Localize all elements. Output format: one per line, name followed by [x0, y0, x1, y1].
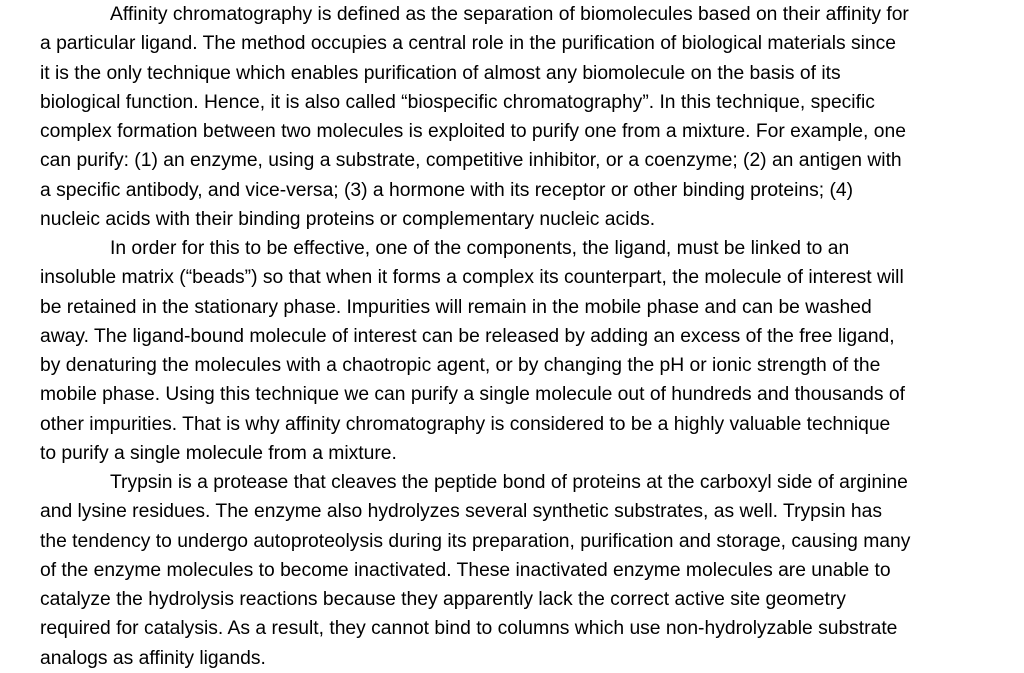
paragraph-trypsin	[40, 468, 1015, 673]
paragraph-ligand-matrix	[40, 234, 1015, 468]
paragraph-line: it is the only technique which enables purification of almost any biomolecule on the basis of its	[40, 62, 841, 84]
paragraph-line: Affinity chromatography is defined as the separation of biomolecules based on their affinity for	[110, 4, 909, 25]
paragraph-line: analogs as affinity ligands.	[40, 647, 266, 669]
paragraph-line: In order for this to be effective, one of the components, the ligand, must be linked to an	[110, 238, 850, 259]
paragraph-line: of the enzyme molecules to become inactivated. These inactivated enzyme molecules are unable to	[40, 559, 891, 581]
paragraph-line: insoluble matrix (“beads”) so that when it forms a complex its counterpart, the molecule of interest will	[40, 267, 904, 289]
paragraph-line: nucleic acids with their binding proteins or complementary nucleic acids.	[40, 208, 656, 230]
paragraph-line: biological function. Hence, it is also called “biospecific chromatography”. In this technique, specific	[40, 91, 875, 113]
paragraph-line: can purify: (1) an enzyme, using a substrate, competitive inhibitor, or a coenzyme; (2) an antigen with	[40, 150, 902, 172]
paragraph-line: other impurities. That is why affinity chromatography is considered to be a highly valuable technique	[40, 413, 891, 435]
paragraph-line: catalyze the hydrolysis reactions because they apparently lack the correct active site geometry	[40, 589, 846, 610]
paragraph-affinity-definition	[40, 0, 1015, 234]
paragraph-line: be retained in the stationary phase. Impurities will remain in the mobile phase and can be washed	[40, 296, 872, 318]
paragraph-line: a particular ligand. The method occupies a central role in the purification of biological materials since	[40, 33, 896, 55]
paragraph-line: Trypsin is a protease that cleaves the peptide bond of proteins at the carboxyl side of arginine	[110, 472, 908, 493]
paragraph-line: required for catalysis. As a result, they cannot bind to columns which use non-hydrolyzable substrate	[40, 618, 898, 640]
paragraph-line: the tendency to undergo autoproteolysis during its preparation, purification and storage, causing many	[40, 530, 911, 552]
paragraph-line: mobile phase. Using this technique we can purify a single molecule out of hundreds and thousands of	[40, 384, 905, 406]
paragraph-line: by denaturing the molecules with a chaotropic agent, or by changing the pH or ionic strength of the	[40, 355, 881, 376]
paragraph-line: a specific antibody, and vice-versa; (3) a hormone with its receptor or other binding proteins; (4)	[40, 179, 854, 201]
document-body	[40, 0, 1015, 673]
paragraph-line: to purify a single molecule from a mixture.	[40, 442, 397, 464]
paragraph-line: complex formation between two molecules is exploited to purify one from a mixture. For example, one	[40, 121, 906, 142]
paragraph-line: and lysine residues. The enzyme also hydrolyzes several synthetic substrates, as well. Trypsin has	[40, 501, 882, 523]
paragraph-line: away. The ligand-bound molecule of interest can be released by adding an excess of the free ligand,	[40, 325, 895, 347]
